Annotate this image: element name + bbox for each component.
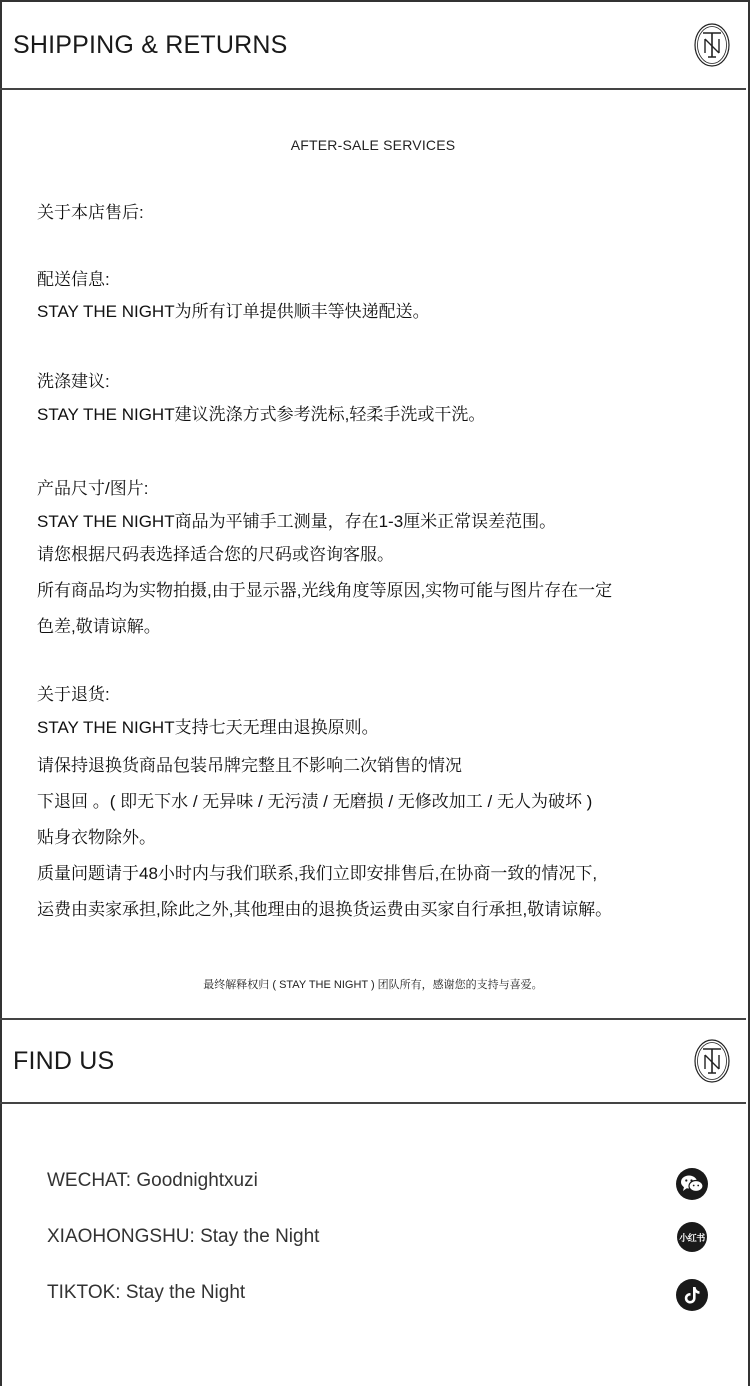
shipping-header[interactable]: [0, 2, 746, 88]
tiktok-icon[interactable]: [676, 1279, 708, 1311]
after-sale-title: AFTER-SALE SERVICES: [290, 137, 456, 153]
find-us-header[interactable]: [0, 1020, 746, 1102]
wechat-icon[interactable]: [676, 1168, 708, 1200]
policy-line: 下退回 。( 即无下水 / 无异味 / 无污渍 / 无磨损 / 无修改加工 / 无人为破坏 ): [37, 792, 593, 811]
policy-line: 洗涤建议:: [37, 372, 110, 391]
find-us-divider: [0, 1102, 746, 1104]
wechat-contact[interactable]: WECHAT: Goodnightxuzi: [47, 1170, 258, 1191]
footnote: 最终解释权归 ( STAY THE NIGHT ) 团队所有，感谢您的支持与喜爱。: [203, 979, 543, 991]
find-us-title: FIND US: [13, 1046, 115, 1075]
brand-monogram-icon: [692, 21, 732, 69]
policy-line: 运费由卖家承担,除此之外,其他理由的退换货运费由买家自行承担,敬请谅解。: [37, 900, 613, 919]
policy-line: 色差,敬请谅解。: [37, 617, 161, 636]
policy-line: STAY THE NIGHT为所有订单提供顺丰等快递配送。: [37, 302, 430, 321]
brand-monogram-icon: [692, 1037, 732, 1085]
policy-line: 所有商品均为实物拍摄,由于显示器,光线角度等原因,实物可能与图片存在一定: [37, 581, 613, 600]
policy-line: STAY THE NIGHT商品为平铺手工测量，存在1-3厘米正常误差范围。: [37, 512, 557, 531]
policy-line: STAY THE NIGHT支持七天无理由退换原则。: [37, 718, 379, 737]
policy-line: 产品尺寸/图片:: [37, 479, 149, 498]
shipping-title: SHIPPING & RETURNS: [13, 30, 288, 59]
xiaohongshu-icon[interactable]: [677, 1222, 707, 1252]
policy-line: 请保持退换货商品包装吊牌完整且不影响二次销售的情况: [37, 756, 462, 775]
policy-line: 配送信息:: [37, 270, 110, 289]
xiaohongshu-icon-text: 小红书: [679, 1233, 705, 1244]
xiaohongshu-contact[interactable]: XIAOHONGSHU: Stay the Night: [47, 1226, 320, 1247]
policy-line: 关于退货:: [37, 685, 110, 704]
policy-line: 贴身衣物除外。: [37, 828, 156, 847]
tiktok-contact[interactable]: TIKTOK: Stay the Night: [47, 1282, 246, 1303]
policy-line: 质量问题请于48小时内与我们联系,我们立即安排售后,在协商一致的情况下,: [37, 864, 598, 883]
policy-line: 关于本店售后:: [37, 203, 144, 222]
header-divider: [0, 88, 746, 90]
policy-line: 请您根据尺码表选择适合您的尺码或咨询客服。: [37, 545, 394, 564]
policy-line: STAY THE NIGHT建议洗涤方式参考洗标,轻柔手洗或干洗。: [37, 405, 486, 424]
